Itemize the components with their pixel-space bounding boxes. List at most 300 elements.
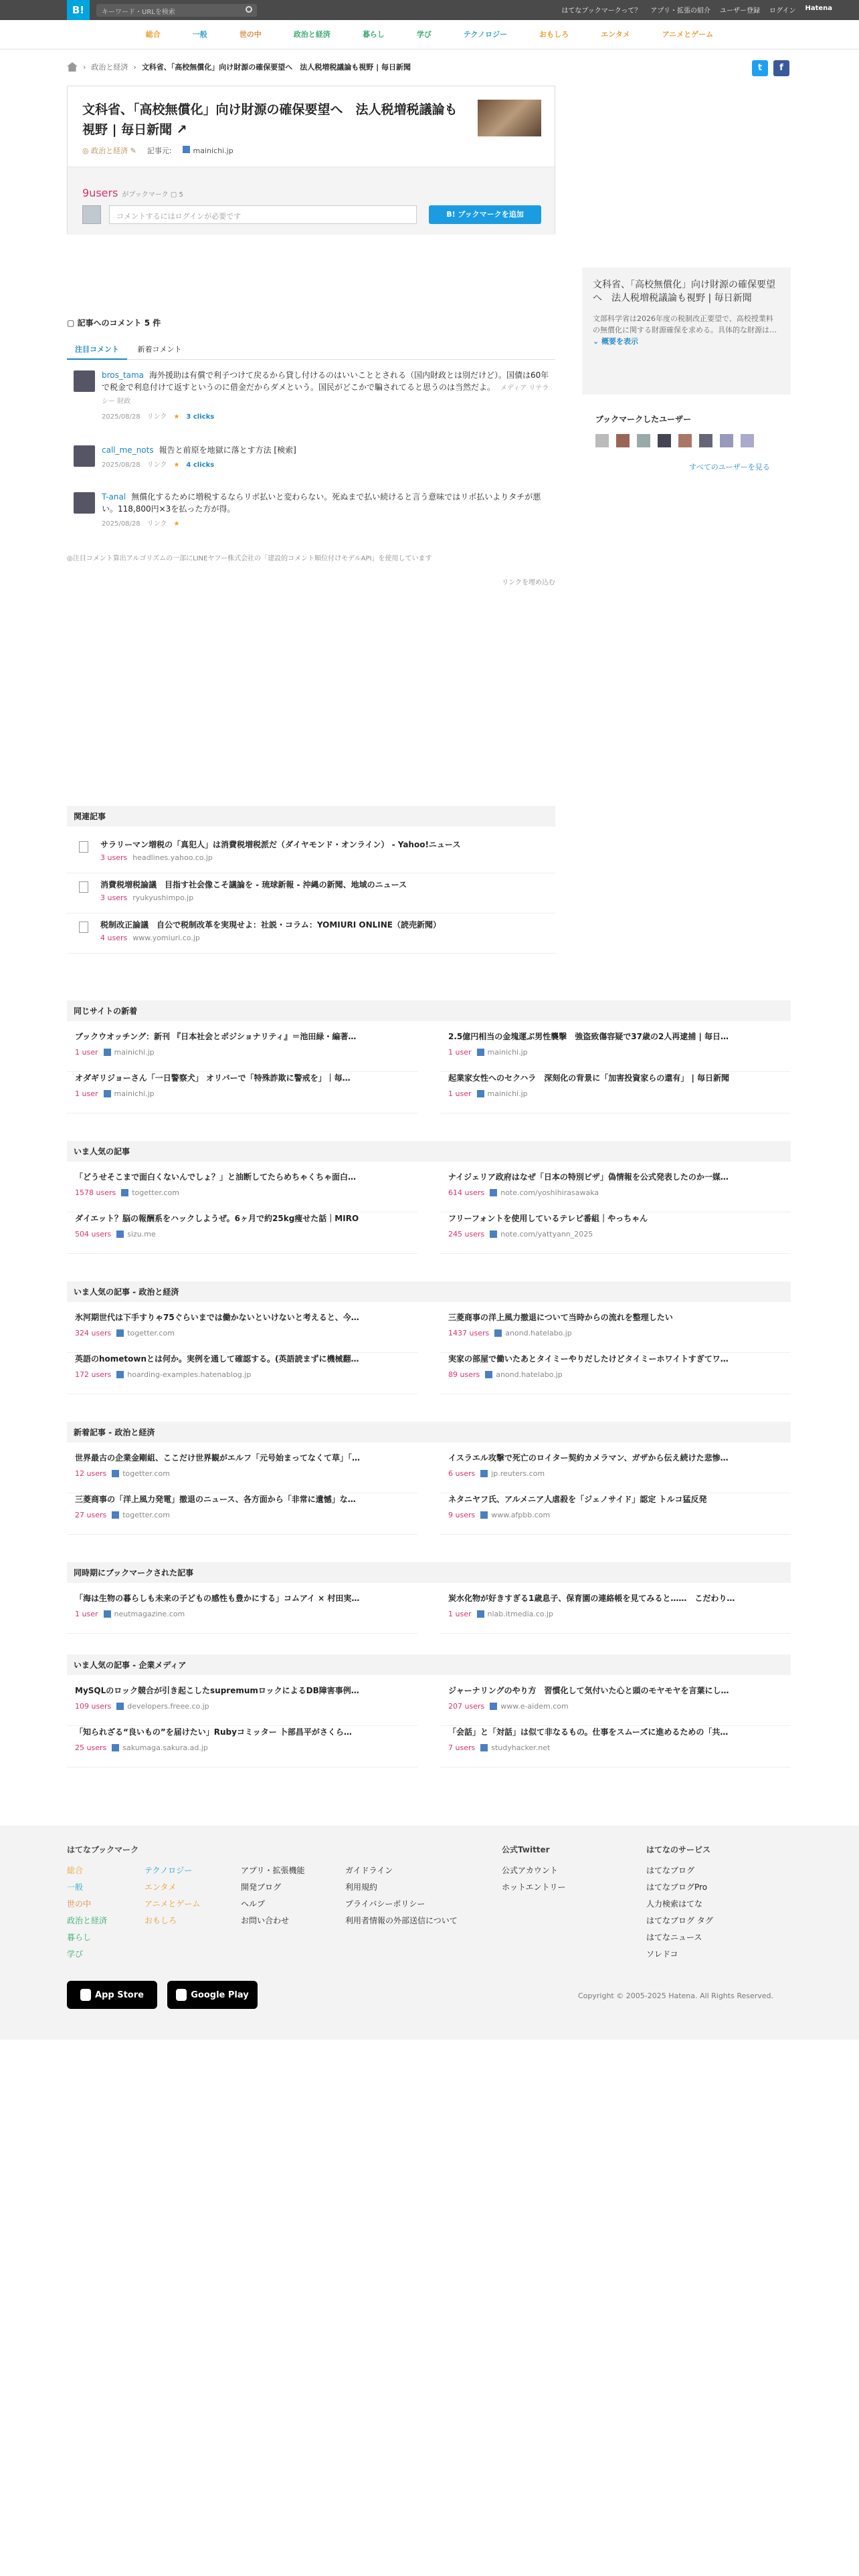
article-title[interactable]: 炭水化物が好きすぎる1歳息子、保育園の連絡帳を見てみると…… こだわり…	[448, 1594, 735, 1603]
category-nav-item[interactable]: アニメとゲーム	[662, 30, 714, 39]
article-item[interactable]	[67, 1212, 417, 1254]
embed-link[interactable]: リンクを埋め込む	[502, 579, 555, 586]
category-nav-item[interactable]: 総合	[145, 30, 161, 39]
source-domain[interactable]	[183, 146, 233, 155]
comment-text: 無償化するために増税するならリボ払いと変わらない。死ぬまで払い続けると言う意味ではリボ払いよりタチが悪い。118,800円×3を払った方が得。	[102, 492, 541, 514]
footer-link[interactable]: ソレドコ	[646, 1949, 678, 1959]
article-item[interactable]	[440, 1171, 791, 1212]
favicon-icon	[183, 146, 190, 153]
about-link[interactable]: はてなブックマークって？	[561, 7, 642, 15]
article-users[interactable]: 1437 users	[448, 1329, 490, 1337]
avatar[interactable]	[74, 370, 95, 392]
article-users[interactable]: 1 user	[75, 1610, 98, 1618]
article-meta	[75, 1089, 409, 1098]
category-nav	[0, 20, 859, 49]
article-users[interactable]: 207 users	[448, 1702, 485, 1711]
article-grid	[67, 1171, 791, 1254]
favicon-icon	[494, 1329, 502, 1337]
external-link-icon[interactable]: ↗	[176, 122, 187, 137]
document-icon	[79, 841, 88, 853]
article-domain[interactable]: mainichi.jp	[114, 1048, 155, 1057]
copyright: Copyright © 2005-2025 Hatena. All Rights Reserved.	[578, 1992, 774, 2000]
chevron-right-icon: ›	[83, 62, 86, 72]
hatebu-logo[interactable]: B!	[67, 0, 90, 20]
google-play-label: Google Play	[191, 1990, 249, 2000]
footer-link[interactable]: はてなブログPro	[646, 1883, 708, 1892]
footer-col-apps	[241, 1862, 305, 1929]
facebook-icon[interactable]: f	[773, 60, 789, 76]
article-users[interactable]: 1 user	[75, 1089, 98, 1098]
clicks-count: 3 clicks	[186, 413, 215, 421]
category-nav-item[interactable]: 一般	[192, 30, 207, 39]
category-nav-item[interactable]: 政治と経済	[293, 30, 330, 39]
breadcrumb-category[interactable]: 政治と経済	[91, 63, 128, 72]
category-nav-item[interactable]: テクノロジー	[463, 30, 508, 39]
article-meta	[448, 1370, 783, 1379]
related-meta	[100, 934, 555, 942]
comments-heading-text: 記事へのコメント 5 件	[77, 318, 161, 328]
footer-link[interactable]: アニメとゲーム	[145, 1899, 201, 1909]
article-users[interactable]: 245 users	[448, 1230, 485, 1239]
footer-link[interactable]: はてなブログ	[646, 1866, 695, 1875]
comments-heading: ▢ 記事へのコメント 5 件	[67, 318, 161, 328]
article-item[interactable]	[67, 1031, 417, 1072]
favicon-icon	[480, 1511, 488, 1519]
article-title[interactable]: ネタニヤフ氏、アルメニア人虐殺を「ジェノサイド」認定 トルコ猛反発	[448, 1495, 707, 1504]
footer-link[interactable]: 利用者情報の外部送信について	[345, 1916, 458, 1925]
related-domain[interactable]: headlines.yahoo.co.jp	[132, 853, 213, 862]
article-section	[67, 1562, 791, 1634]
footer-col-categories	[145, 1862, 200, 1929]
tab-hot-comments[interactable]: 注目コメント	[67, 340, 127, 360]
section-heading: 同じサイトの新着	[67, 1000, 791, 1021]
avatar[interactable]	[637, 434, 650, 447]
article-item[interactable]	[440, 1592, 791, 1634]
article-item[interactable]	[440, 1493, 791, 1535]
footer-link[interactable]: テクノロジー	[145, 1866, 193, 1875]
article-users[interactable]: 324 users	[75, 1329, 112, 1337]
article-meta	[75, 1511, 409, 1519]
comment-link[interactable]: リンク	[147, 520, 167, 528]
category-tag-label: 政治と経済	[91, 146, 128, 155]
users-count-text: 9users	[82, 187, 118, 199]
article-item[interactable]	[67, 1171, 417, 1212]
article-meta	[448, 1610, 783, 1618]
article-domain[interactable]: togetter.com	[122, 1469, 170, 1478]
footer-link[interactable]: はてなブログ タグ	[646, 1916, 713, 1925]
footer-link[interactable]: ガイドライン	[345, 1866, 393, 1875]
article-users[interactable]: 109 users	[75, 1702, 112, 1711]
article-section	[67, 1000, 791, 1113]
entry-title-text[interactable]: 文科省、「高校無償化」向け財源の確保要望へ 法人税増税議論も視野 | 毎日新聞	[82, 102, 458, 137]
article-domain[interactable]: www.e-aidem.com	[500, 1702, 569, 1711]
category-nav-item[interactable]: おもしろ	[539, 30, 569, 39]
article-grid	[67, 1685, 791, 1767]
article-item[interactable]	[440, 1031, 791, 1072]
home-icon[interactable]	[67, 62, 78, 72]
article-meta	[75, 1610, 409, 1618]
section-heading: いま人気の記事	[67, 1141, 791, 1162]
footer-link[interactable]: 世の中	[67, 1899, 92, 1909]
comment-text: 報告と前原を地獄に落とす方法 [検索]	[159, 445, 296, 455]
article-item[interactable]	[440, 1072, 791, 1113]
article-meta	[75, 1048, 409, 1057]
article-title[interactable]: 「どうせそこまで面白くないんでしょ？」と油断してたらめちゃくちゃ面白…	[75, 1172, 357, 1182]
article-users[interactable]: 1 user	[448, 1610, 472, 1618]
related-meta	[100, 853, 555, 862]
favicon-icon	[490, 1230, 497, 1238]
category-nav-item[interactable]: 世の中	[239, 30, 262, 39]
related-users[interactable]: 3 users	[100, 893, 128, 902]
avatar[interactable]	[720, 434, 733, 447]
footer-link[interactable]: ホットエントリー	[502, 1883, 566, 1892]
footer-link[interactable]: 公式アカウント	[502, 1866, 558, 1875]
comment-footer	[102, 411, 555, 423]
avatar[interactable]	[678, 434, 692, 447]
related-title[interactable]: 税制改正論議 自公で税制改革を実現せよ：社説・コラム：YOMIURI ONLINE（読売新聞）	[100, 920, 441, 930]
article-title[interactable]: オダギリジョーさん「一日警察犬」 オリバーで「特殊詐欺に警戒を」｜毎…	[75, 1073, 351, 1083]
article-title[interactable]: 2.5億円相当の金塊運ぶ男性襲撃 強盗致傷容疑で37歳の2人再逮捕 | 毎日…	[448, 1032, 729, 1041]
related-users[interactable]: 3 users	[100, 853, 128, 862]
article-users[interactable]: 7 users	[448, 1743, 476, 1752]
footer-col-bookmark	[67, 1842, 138, 1963]
play-icon	[176, 1989, 187, 2001]
entry-meta	[82, 145, 233, 156]
section-heading: 新着記事 - 政治と経済	[67, 1422, 791, 1442]
footer-heading: 公式Twitter	[502, 1845, 550, 1854]
document-icon	[79, 922, 88, 933]
comment-body	[102, 491, 555, 530]
article-title[interactable]: 「海は生物の暮らしも未来の子どもの感性も豊かにする」コムアイ × 村田実…	[75, 1594, 360, 1603]
footer-link[interactable]: プライバシーポリシー	[345, 1899, 425, 1909]
apple-icon	[80, 1989, 91, 2001]
article-title[interactable]: 氷河期世代は下手すりゃ75ぐらいまでは働かないといけないと考えると、今…	[75, 1313, 359, 1322]
footer-link[interactable]: 利用規約	[345, 1883, 378, 1892]
favicon-icon	[477, 1090, 484, 1097]
avatar	[82, 205, 101, 224]
comment-tags: メディア リテラシー 財政	[102, 385, 549, 405]
article-title[interactable]: 三菱商事の「洋上風力発電」撤退のニュース、各方面から「非常に遺憾」な…	[75, 1495, 356, 1504]
comment-date[interactable]: 2025/08/28	[102, 413, 140, 421]
sidebar-summary	[582, 267, 791, 395]
article-item[interactable]	[440, 1212, 791, 1254]
article-users[interactable]: 1 user	[75, 1048, 98, 1057]
show-summary-button[interactable]: ⌄ 概要を表示	[593, 337, 639, 346]
related-domain[interactable]: ryukyushimpo.jp	[132, 893, 194, 902]
footer-link[interactable]: 政治と経済	[67, 1916, 108, 1925]
article-grid	[67, 1592, 791, 1634]
signup-link[interactable]: ユーザー登録	[719, 7, 760, 15]
article-domain[interactable]: www.afpbb.com	[491, 1511, 551, 1519]
breadcrumb	[67, 62, 411, 72]
favicon-icon	[490, 1703, 497, 1710]
comment-input[interactable]: コメントするにはログインが必要です	[109, 205, 417, 224]
avatar[interactable]	[74, 492, 95, 514]
article-domain[interactable]: togetter.com	[132, 1188, 179, 1197]
article-title[interactable]: ジャーナリングのやり方 習慣化して気付いた心と頭のモヤモヤを言葉にし…	[448, 1686, 729, 1695]
article-users[interactable]: 89 users	[448, 1370, 480, 1379]
sidebar-description-text: 文部科学省は2026年度の税制改正要望で、高校授業料の無償化に関する財源確保を求める。具体的な財源は…	[593, 314, 777, 334]
article-grid	[67, 1452, 791, 1535]
article-domain[interactable]: note.com/yattyann_2025	[500, 1230, 593, 1239]
bookmark-area	[68, 167, 555, 235]
footer-heading: はてなのサービス	[646, 1845, 711, 1854]
article-item[interactable]	[67, 1592, 417, 1634]
related-title[interactable]: サラリーマン増税の「真犯人」は消費税増税派だ（ダイヤモンド・オンライン） - Yahoo!ニュース	[100, 840, 461, 849]
login-link[interactable]: ログイン	[769, 7, 796, 15]
article-title[interactable]: フリーフォントを使用しているテレビ番組｜やっちゃん	[448, 1214, 648, 1223]
article-item[interactable]	[67, 1726, 417, 1767]
document-icon	[79, 881, 88, 893]
entry-card	[67, 86, 555, 234]
sidebar-description	[593, 313, 780, 347]
comment-date[interactable]: 2025/08/28	[102, 520, 140, 528]
article-title[interactable]: 世界最古の企業金剛組、ここだけ世界観がエルフ「元号始まってなくて草」「…	[75, 1453, 361, 1463]
article-users[interactable]: 12 users	[75, 1469, 107, 1478]
footer-link[interactable]: 開発ブログ	[241, 1883, 282, 1892]
article-item[interactable]	[67, 1685, 417, 1726]
show-summary-label: 概要を表示	[601, 337, 639, 346]
chevron-right-icon: ›	[133, 62, 136, 72]
related-item[interactable]	[67, 833, 555, 873]
article-domain[interactable]: nlab.itmedia.co.jp	[487, 1610, 553, 1618]
article-users[interactable]: 6 users	[448, 1469, 476, 1478]
category-nav-item[interactable]: 暮らし	[362, 30, 385, 39]
star-icon[interactable]: ★	[167, 413, 187, 421]
article-section	[67, 1422, 791, 1535]
entry-title[interactable]	[82, 100, 464, 140]
all-users-link[interactable]: すべてのユーザーを見る	[689, 463, 770, 471]
app-store-button[interactable]	[67, 1981, 157, 2009]
article-item[interactable]	[440, 1353, 791, 1394]
article-domain[interactable]: neutmagazine.com	[114, 1610, 185, 1618]
comment-footer	[102, 459, 555, 471]
article-users[interactable]: 25 users	[75, 1743, 107, 1752]
comment-link[interactable]: リンク	[147, 413, 167, 421]
article-domain[interactable]: togetter.com	[127, 1329, 175, 1337]
article-meta	[75, 1743, 409, 1752]
tab-new-comments[interactable]: 新着コメント	[137, 345, 182, 354]
article-users[interactable]: 1 user	[448, 1048, 472, 1057]
article-meta	[75, 1702, 409, 1711]
bookmarked-users-heading: ブックマークしたユーザー	[595, 415, 692, 424]
avatar[interactable]	[595, 434, 609, 447]
article-meta	[75, 1230, 409, 1239]
header-links	[561, 5, 832, 15]
favicon-icon	[116, 1703, 124, 1710]
comment-username[interactable]: bros_tama	[102, 370, 144, 380]
article-users[interactable]: 614 users	[448, 1188, 485, 1197]
article-title[interactable]: 「知られざる“良いもの”を届けたい」Rubyコミッター 卜部昌平がさくら…	[75, 1727, 352, 1737]
article-item[interactable]	[67, 1311, 417, 1353]
footer-link[interactable]: 人力検索はてな	[646, 1899, 703, 1909]
favicon-icon	[480, 1744, 488, 1751]
star-icon[interactable]: ★	[167, 520, 187, 528]
article-domain[interactable]: sakumaga.sakura.ad.jp	[122, 1743, 208, 1752]
article-item[interactable]	[440, 1311, 791, 1353]
footer-link[interactable]: はてなニュース	[646, 1933, 702, 1942]
comment-date[interactable]: 2025/08/28	[102, 461, 140, 469]
article-item[interactable]	[67, 1452, 417, 1493]
app-store-label: App Store	[95, 1990, 144, 2000]
article-domain[interactable]: jp.reuters.com	[491, 1469, 545, 1478]
article-domain[interactable]: mainichi.jp	[487, 1048, 528, 1057]
search-input[interactable]	[96, 4, 257, 17]
article-meta	[448, 1702, 783, 1711]
favicon-icon	[112, 1511, 119, 1519]
global-header	[0, 0, 859, 20]
twitter-icon[interactable]: t	[752, 60, 768, 76]
article-users[interactable]: 9 users	[448, 1511, 476, 1519]
users-count[interactable]: 9users がブックマーク ▢ 5	[82, 187, 183, 199]
article-users[interactable]: 1578 users	[75, 1188, 116, 1197]
footer-heading: はてなブックマーク	[67, 1845, 139, 1854]
footer-link[interactable]: アプリ・拡張機能	[241, 1866, 305, 1875]
article-users[interactable]: 504 users	[75, 1230, 112, 1239]
comment-username[interactable]: call_me_nots	[102, 445, 154, 455]
share-buttons	[752, 60, 789, 76]
related-domain[interactable]: www.yomiuri.co.jp	[132, 934, 200, 942]
article-title[interactable]: MySQLのロック競合が引き起こしたsupremumロックによるDB障害事例…	[75, 1686, 359, 1695]
related-title[interactable]: 消費税増税論議 目指す社会像こそ議論を - 琉球新報 - 沖縄の新聞、地域のニュース	[100, 880, 407, 889]
article-meta	[448, 1743, 783, 1752]
search-placeholder: キーワード・URLを検索	[102, 9, 175, 16]
footer-link[interactable]: 暮らし	[67, 1933, 92, 1942]
category-nav-item[interactable]: エンタメ	[601, 30, 630, 39]
article-meta	[75, 1370, 409, 1379]
avatar[interactable]	[699, 434, 712, 447]
article-title[interactable]: 「会話」と「対話」は似て非なるもの。仕事をスムーズに進めるための「共…	[448, 1727, 729, 1737]
favicon-icon	[490, 1189, 497, 1196]
source-domain-text: mainichi.jp	[193, 146, 233, 155]
article-users[interactable]: 1 user	[448, 1089, 472, 1098]
comment-body	[102, 444, 555, 471]
related-heading: 関連記事	[67, 806, 555, 827]
article-domain[interactable]: anond.hatelabo.jp	[496, 1370, 563, 1379]
article-item[interactable]	[440, 1452, 791, 1493]
favicon-icon	[116, 1329, 124, 1337]
article-title[interactable]: 英語のhometownとは何か。実例を通して確認する。(英語読まずに機械翻…	[75, 1354, 359, 1364]
breadcrumb-title: 文科省、「高校無償化」向け財源の確保要望へ 法人税増税議論も視野 | 毎日新聞	[141, 63, 411, 72]
article-meta	[448, 1048, 783, 1057]
article-item[interactable]	[67, 1353, 417, 1394]
footer-link[interactable]: ヘルプ	[241, 1899, 266, 1909]
article-item[interactable]	[440, 1726, 791, 1767]
favicon-icon	[104, 1049, 111, 1056]
article-grid	[67, 1311, 791, 1394]
avatar[interactable]	[74, 445, 95, 467]
favicon-icon	[121, 1189, 128, 1196]
article-domain[interactable]: sizu.me	[127, 1230, 156, 1239]
article-title[interactable]: イスラエル攻撃で死亡のロイター契約カメラマン、ガザから伝え続けた悲惨…	[448, 1453, 729, 1463]
avatar[interactable]	[658, 434, 671, 447]
comment-tabs	[67, 340, 555, 360]
article-meta	[448, 1329, 783, 1337]
article-meta	[75, 1469, 409, 1478]
related-item[interactable]	[67, 914, 555, 954]
article-meta	[448, 1188, 783, 1197]
article-title[interactable]: ナイジェリア政府はなぜ「日本の特別ビザ」偽情報を公式発表したのか一媒…	[448, 1172, 729, 1182]
footer-link[interactable]: 学び	[67, 1949, 84, 1959]
source-label: 記事元:	[147, 146, 172, 155]
avatar[interactable]	[741, 434, 754, 447]
article-domain[interactable]: developers.freee.co.jp	[127, 1702, 209, 1711]
article-domain[interactable]: mainichi.jp	[114, 1089, 155, 1098]
article-title[interactable]: 起業家女性へのセクハラ 深刻化の背景に「加害投資家らの還有」 | 毎日新聞	[448, 1073, 730, 1083]
related-articles	[67, 806, 555, 954]
article-meta	[75, 1329, 409, 1337]
favicon-icon	[116, 1371, 124, 1378]
section-heading: 同時期にブックマークされた記事	[67, 1562, 791, 1583]
article-domain[interactable]: togetter.com	[122, 1511, 170, 1519]
sidebar-title[interactable]: 文科省、「高校無償化」向け財源の確保要望へ 法人税増税議論も視野 | 毎日新聞	[593, 280, 775, 304]
star-icon[interactable]: ★	[167, 461, 187, 469]
google-play-button[interactable]	[167, 1981, 258, 2009]
favicon-icon	[477, 1610, 484, 1618]
related-item[interactable]	[67, 873, 555, 914]
avatar[interactable]	[616, 434, 630, 447]
comment-body	[102, 369, 555, 423]
favicon-icon	[104, 1610, 111, 1618]
algorithm-note: ◎注目コメント算出アルゴリズムの一部にLINEヤフー株式会社の「建設的コメント順位付けモデルAPI」を使用しています	[67, 555, 432, 562]
users-suffix: がブックマーク	[122, 191, 169, 199]
article-users[interactable]: 27 users	[75, 1511, 107, 1519]
favicon-icon	[112, 1744, 119, 1751]
footer-link[interactable]: 総合	[67, 1866, 84, 1875]
apps-link[interactable]: アプリ・拡張の紹介	[650, 7, 710, 15]
article-meta	[448, 1089, 783, 1098]
article-title[interactable]: ダイエット？脳の報酬系をハックしようぜ。6ヶ月で約25kg痩せた話｜MIRO	[75, 1214, 359, 1223]
footer-link[interactable]: エンタメ	[145, 1883, 177, 1892]
article-domain[interactable]: note.com/yoshihirasawaka	[500, 1188, 599, 1197]
footer-link[interactable]: お問い合わせ	[241, 1916, 290, 1925]
favicon-icon	[112, 1470, 119, 1477]
category-nav-item[interactable]: 学び	[416, 30, 432, 39]
footer-link[interactable]: 一般	[67, 1883, 84, 1892]
article-domain[interactable]: mainichi.jp	[487, 1089, 528, 1098]
article-item[interactable]	[67, 1072, 417, 1113]
comments-count: 5	[179, 191, 183, 199]
related-users[interactable]: 4 users	[100, 934, 128, 942]
add-bookmark-button[interactable]: B! ブックマークを追加	[429, 205, 541, 224]
article-meta	[448, 1469, 783, 1478]
comment-username[interactable]: T-anal	[102, 492, 126, 502]
footer-link[interactable]: おもしろ	[145, 1916, 177, 1925]
entry-thumbnail[interactable]	[478, 100, 541, 136]
article-domain[interactable]: anond.hatelabo.jp	[505, 1329, 572, 1337]
article-title[interactable]: 三菱商事の洋上風力撤退について当時からの流れを整理したい	[448, 1313, 673, 1322]
article-item[interactable]	[67, 1493, 417, 1535]
favicon-icon	[104, 1090, 111, 1097]
bookmarked-users	[595, 413, 783, 449]
article-section	[67, 1141, 791, 1254]
article-item[interactable]	[440, 1685, 791, 1726]
article-title[interactable]: 実家の部屋で働いたあとタイミーやりだしたけどタイミーホワイトすぎてワ…	[448, 1354, 729, 1364]
article-domain[interactable]: hoarding-examples.hatenablog.jp	[127, 1370, 252, 1379]
article-users[interactable]: 172 users	[75, 1370, 112, 1379]
article-grid	[67, 1031, 791, 1113]
section-heading: いま人気の記事 - 企業メディア	[67, 1654, 791, 1675]
category-tag[interactable]: ◎ 政治と経済 ✎	[82, 146, 136, 155]
hatena-logo[interactable]: Hatena	[805, 5, 832, 12]
article-section	[67, 1281, 791, 1394]
comment-link[interactable]: リンク	[147, 461, 167, 469]
search-icon[interactable]	[246, 6, 252, 13]
article-domain[interactable]: studyhacker.net	[491, 1743, 551, 1752]
section-heading: いま人気の記事 - 政治と経済	[67, 1281, 791, 1302]
article-title[interactable]: ブックウオッチング：新刊 『日本社会とポジショナリティ』＝池田緑・編著…	[75, 1032, 357, 1041]
article-meta	[75, 1188, 409, 1197]
